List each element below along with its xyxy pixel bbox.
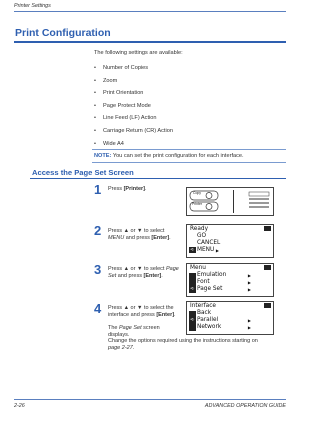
note <box>94 153 244 159</box>
lcd-item: Parallel <box>197 317 219 323</box>
printer-key-label: Printer <box>192 202 202 206</box>
submenu-arrow-icon: ▶ <box>247 325 251 330</box>
intro-text: The following settings are available: <box>94 50 183 56</box>
lcd-item: Emulation <box>197 272 227 278</box>
lcd-ready-screen <box>186 224 274 258</box>
settings-list-item: • Line Feed (LF) Action <box>94 112 173 125</box>
step-number: 4 <box>94 301 102 316</box>
lcd-item: GO <box>197 233 207 239</box>
selection-arrow-icon: ➪ <box>190 317 195 323</box>
submenu-arrow-icon: ▶ <box>247 280 251 285</box>
status-badge <box>264 226 271 231</box>
step-text: Press [Printer]. <box>108 186 147 192</box>
note-divider-top <box>92 149 286 150</box>
lcd-item: Font <box>197 279 210 285</box>
page-reference-link[interactable]: page 2-27 <box>108 345 133 352</box>
running-header: Printer Settings <box>14 3 51 9</box>
operation-panel-illustration <box>186 187 274 216</box>
settings-list <box>94 62 173 150</box>
step-number: 2 <box>94 223 102 238</box>
lcd-item: MENU <box>197 247 215 253</box>
lcd-item: CANCEL <box>197 240 221 246</box>
bullet-icon: • <box>94 102 96 109</box>
lcd-item: Page Set <box>197 286 223 292</box>
footer-divider <box>14 399 286 400</box>
bullet-icon: • <box>94 140 96 147</box>
status-badge <box>264 265 271 270</box>
selection-arrow-icon: ➪ <box>190 247 195 253</box>
page-number: 2-26 <box>14 403 25 409</box>
title-divider <box>14 41 286 43</box>
copy-key-label: Copy <box>193 191 201 195</box>
submenu-arrow-icon: ▶ <box>247 318 251 323</box>
status-badge <box>264 303 271 308</box>
bullet-icon: • <box>94 77 96 84</box>
step-text: Press ▲ or ▼ to select Page Set and press [Enter]. <box>108 266 179 280</box>
step-number: 3 <box>94 262 102 277</box>
settings-list-item: • Page Protect Mode <box>94 100 173 113</box>
lcd-title: Interface <box>190 303 216 309</box>
settings-list-item: • Zoom <box>94 75 173 88</box>
settings-list-item: • Wide A4 <box>94 138 173 151</box>
note-label: NOTE: <box>94 153 112 159</box>
settings-list-item: • Carriage Return (CR) Action <box>94 125 173 138</box>
section-divider <box>30 178 286 179</box>
step-detail-text: The Page Set screen displays. <box>108 325 160 339</box>
step-number: 1 <box>94 182 102 197</box>
lcd-item: Back <box>197 310 212 316</box>
step-detail-text: Change the options required using the instructions starting on page 2-27. <box>108 338 258 352</box>
submenu-arrow-icon: ▶ <box>247 287 251 292</box>
lcd-interface-screen <box>186 301 274 335</box>
lcd-title: Menu <box>190 265 206 271</box>
lcd-menu-screen <box>186 263 274 297</box>
bullet-icon: • <box>94 90 96 97</box>
section-title: Access the Page Set Screen <box>32 168 134 177</box>
bullet-icon: • <box>94 127 96 134</box>
step-text: Press ▲ or ▼ to select the interface and press [Enter]. <box>108 305 176 319</box>
submenu-arrow-icon: ▶ <box>215 248 219 253</box>
selection-arrow-icon: ➪ <box>190 286 195 292</box>
note-text: You can set the print configuration for each interface. <box>112 153 244 159</box>
bullet-icon: • <box>94 65 96 71</box>
bullet-icon: • <box>94 115 96 122</box>
lcd-title: Ready <box>190 226 208 232</box>
lcd-item: Network <box>197 324 222 330</box>
header-divider <box>14 11 286 12</box>
settings-list-item: • Number of Copies <box>94 62 173 75</box>
note-divider-bottom <box>92 162 286 163</box>
page-title: Print Configuration <box>15 27 111 39</box>
guide-title: ADVANCED OPERATION GUIDE <box>204 403 286 409</box>
step-text: Press ▲ or ▼ to select MENU and press [Enter]. <box>108 228 171 242</box>
settings-list-item: • Print Orientation <box>94 87 173 100</box>
submenu-arrow-icon: ▶ <box>247 273 251 278</box>
